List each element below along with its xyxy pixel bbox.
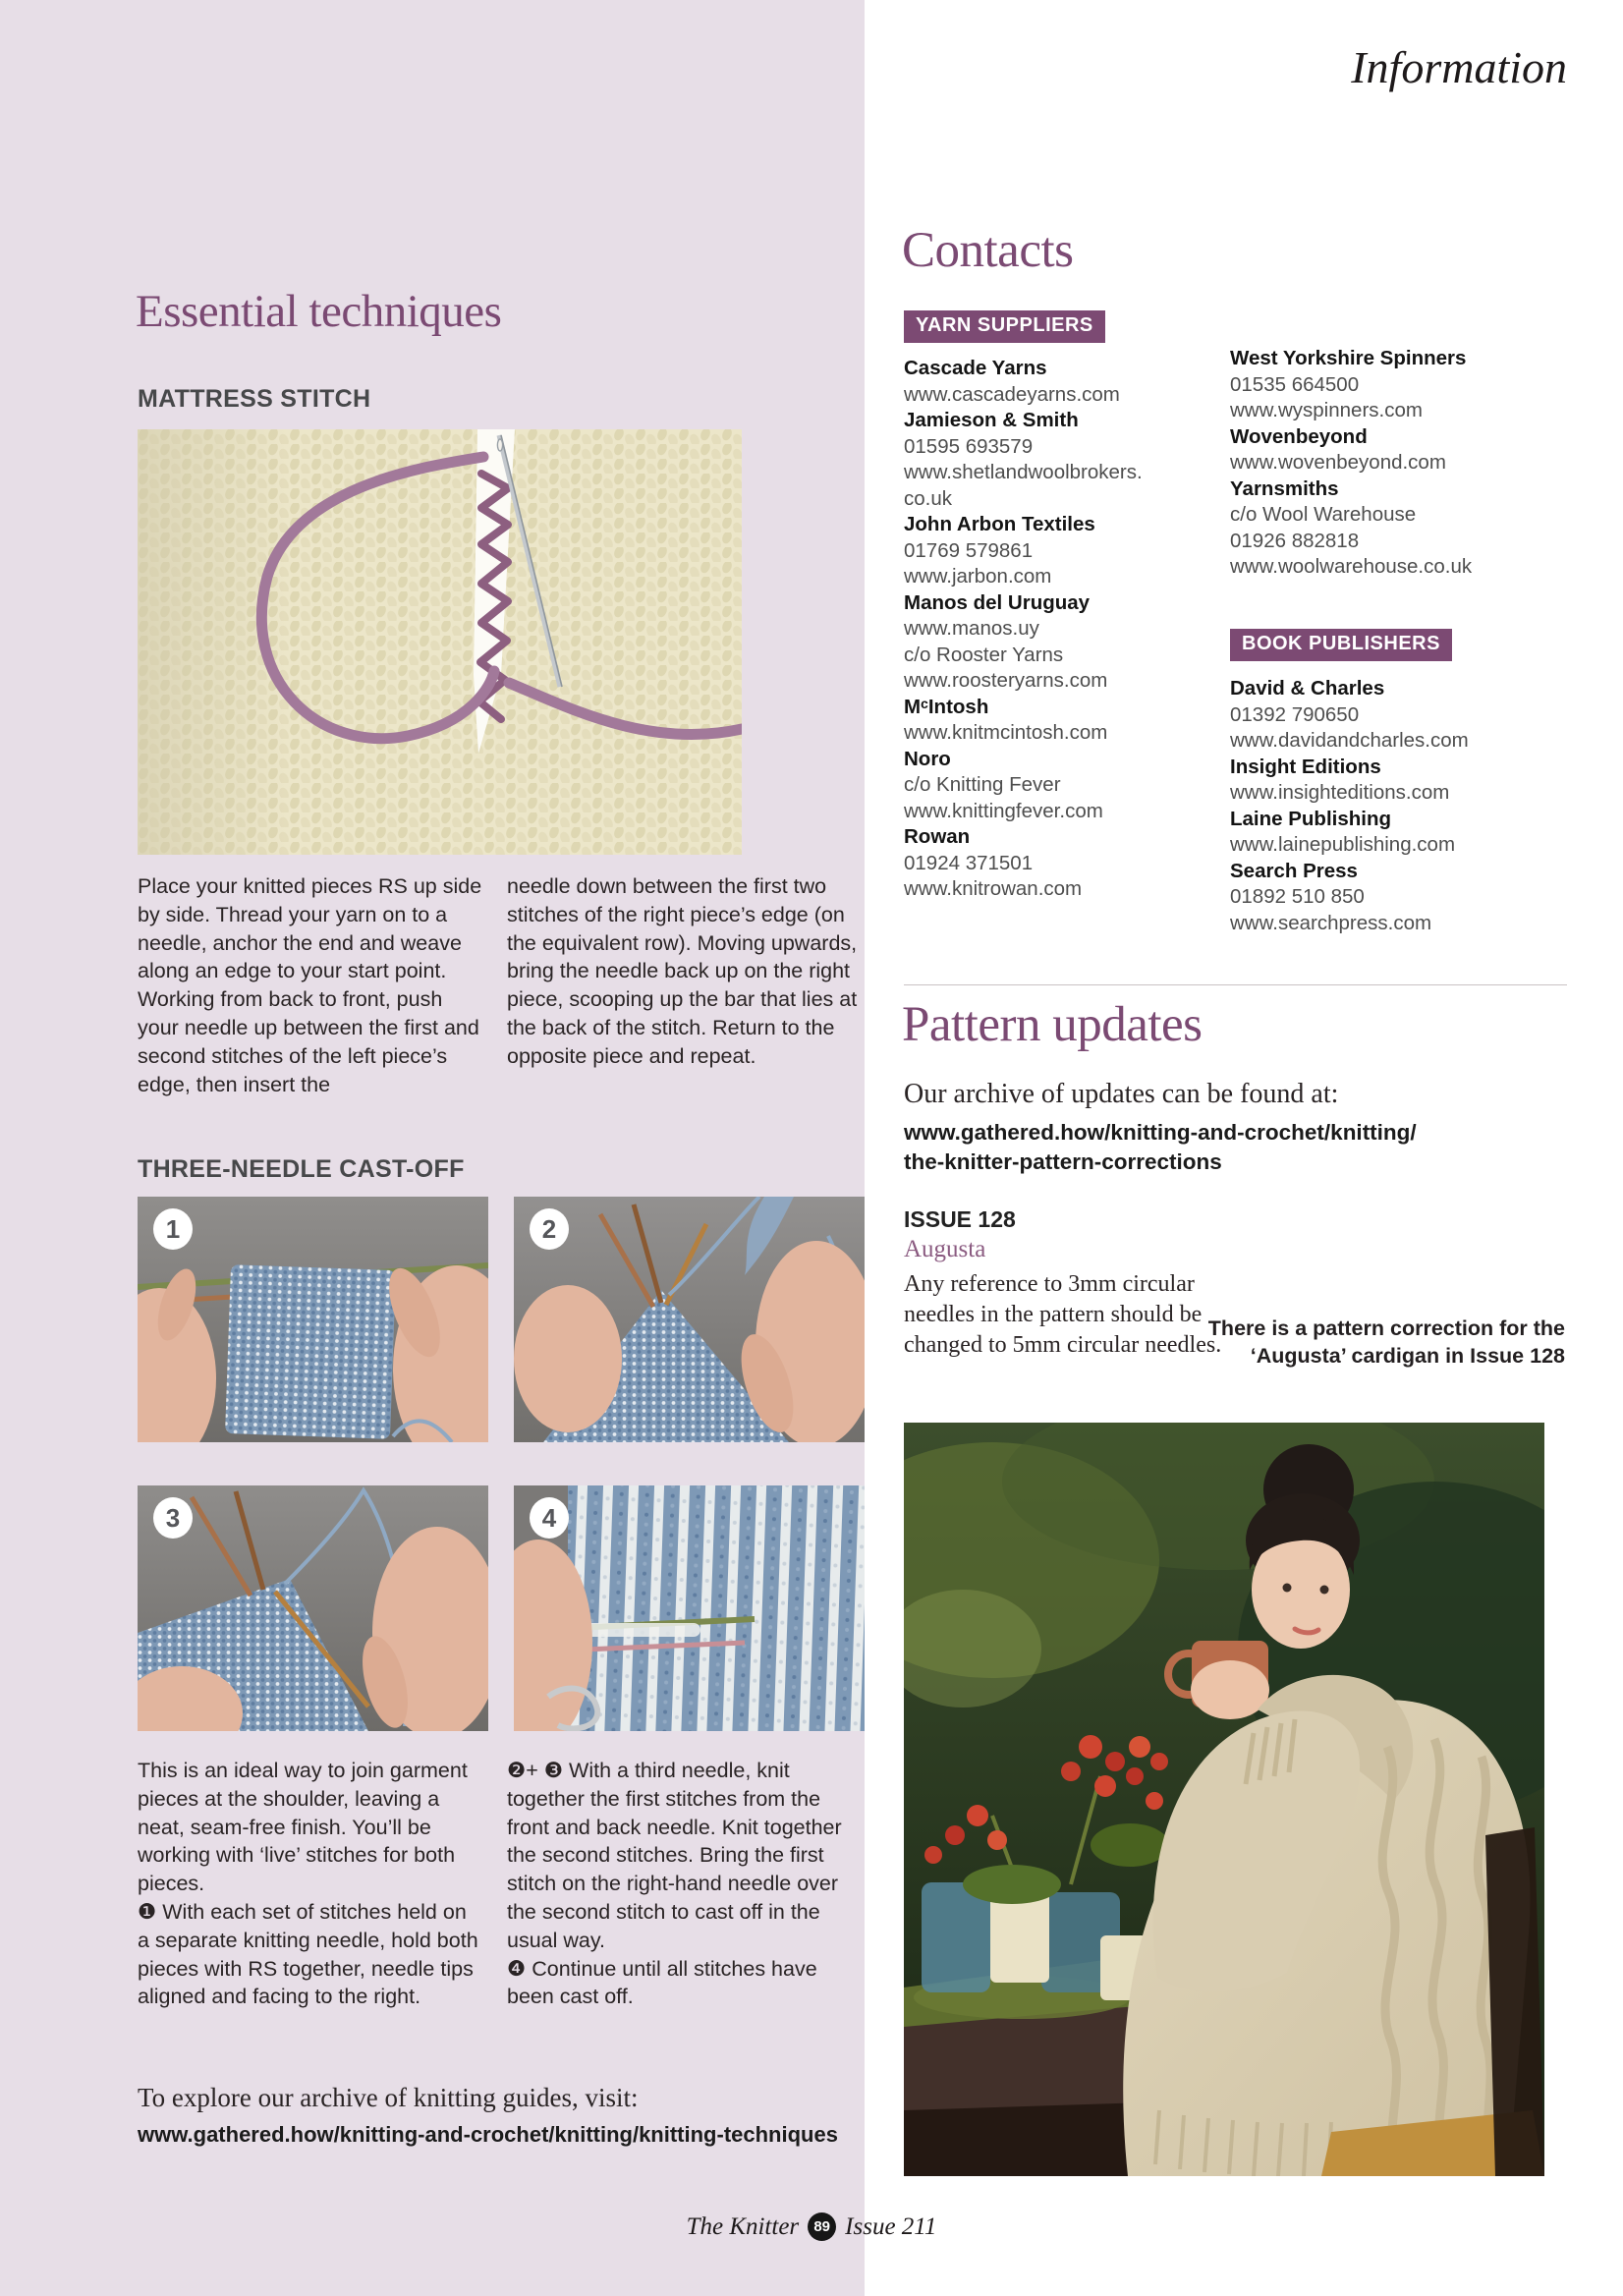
augusta-cardigan-photo — [904, 1423, 1544, 2176]
pattern-updates-url — [904, 1118, 1572, 1177]
section-divider — [904, 984, 1567, 985]
contact-name: Cascade Yarns — [904, 357, 1047, 379]
mattress-text-col2 — [507, 872, 863, 1071]
contact-detail: www.woolwarehouse.co.uk — [1230, 555, 1473, 578]
page-number-badge: 89 — [808, 2212, 836, 2241]
castoff-step-photo-4 — [514, 1485, 865, 1731]
book-publishers-list — [1230, 676, 1569, 936]
contact-detail: 01595 693579 — [904, 434, 1034, 458]
yarn-suppliers-list-col2 — [1230, 346, 1569, 581]
contact-name: Wovenbeyond — [1230, 424, 1368, 448]
contact-detail: www.jarbon.com — [904, 565, 1052, 588]
castoff-paragraph: ❷+ ❸ With a third needle, knit together the first stitches from the front and back needle. Knit together the second stitches. Bring the first stitch on the right-hand needle over the second stitch to cast off in the usual way. — [507, 1759, 842, 1952]
step-number-badge: 2 — [530, 1208, 569, 1250]
three-needle-cast-off-heading: THREE-NEEDLE CAST-OFF — [138, 1155, 465, 1183]
contact-detail: www.wyspinners.com — [1230, 399, 1423, 421]
book-publishers-badge: BOOK PUBLISHERS — [1230, 629, 1452, 661]
pattern-updates-url-line2: the-knitter-pattern-corrections — [904, 1149, 1222, 1174]
contact-name: Laine Publishing — [1230, 807, 1392, 830]
contact-name: Jamieson & Smith — [904, 409, 1079, 431]
contact-detail: co.uk — [904, 486, 952, 510]
contact-name: Yarnsmiths — [1230, 476, 1339, 500]
contact-name: MᶜIntosh — [904, 695, 989, 718]
mattress-stitch-heading: MATTRESS STITCH — [138, 385, 371, 413]
contact-name: Noro — [904, 747, 951, 770]
essential-techniques-title: Essential techniques — [136, 286, 502, 337]
pattern-name: Augusta — [904, 1236, 986, 1262]
contact-detail: www.lainepublishing.com — [1230, 833, 1456, 856]
issue-heading: ISSUE 128 — [904, 1206, 1016, 1232]
yarn-suppliers-list-col1 — [904, 356, 1220, 903]
contact-name: Search Press — [1230, 859, 1358, 882]
contacts-title: Contacts — [902, 223, 1074, 278]
step-number-badge: 3 — [153, 1497, 193, 1539]
contact-detail: www.insighteditions.com — [1230, 781, 1450, 804]
contact-detail: 01392 790650 — [1230, 702, 1360, 726]
castoff-text-col2 — [507, 1757, 863, 2011]
contact-name: Rowan — [904, 825, 971, 848]
contact-name: John Arbon Textiles — [904, 513, 1095, 535]
castoff-paragraph: ❶ With each set of stitches held on a separate knitting needle, hold both pieces with RS together, needle tips aligned and facing to the right. — [138, 1899, 478, 2009]
pattern-updates-url-line1: www.gathered.how/knitting-and-crochet/knitting/ — [904, 1120, 1417, 1145]
contact-name: David & Charles — [1230, 677, 1385, 700]
issue-number: Issue 211 — [845, 2212, 937, 2240]
pattern-photo-caption: There is a pattern correction for the ‘Augusta’ cardigan in Issue 128 — [1207, 1316, 1565, 1368]
contact-name: Manos del Uruguay — [904, 590, 1091, 614]
contact-detail: 01769 579861 — [904, 538, 1034, 562]
contact-detail: c/o Wool Warehouse — [1230, 503, 1417, 526]
page-footer — [0, 2212, 1623, 2241]
contact-detail: www.searchpress.com — [1230, 911, 1432, 934]
mattress-paragraph: Place your knitted pieces RS up side by side. Thread your yarn on to a needle, anchor the end and weave along an edge to your start point. Working from back to front, push your needle up between the first and second stitches of the left piece’s edge, then insert the — [138, 874, 482, 1096]
contact-name: West Yorkshire Spinners — [1230, 347, 1467, 369]
archive-note: To explore our archive of knitting guides, visit: — [138, 2083, 639, 2112]
contact-detail: www.shetlandwoolbrokers. — [904, 461, 1143, 483]
magazine-title: The Knitter — [686, 2212, 800, 2240]
correction-text: Any reference to 3mm circular needles in the pattern should be changed to 5mm circular needles. — [904, 1271, 1222, 1358]
step-number-badge: 1 — [153, 1208, 193, 1250]
contact-detail: www.knitrowan.com — [904, 877, 1083, 900]
step-number-badge: 4 — [530, 1497, 569, 1539]
mattress-text-col1 — [138, 872, 483, 1098]
contact-detail: www.roosteryarns.com — [904, 669, 1108, 692]
mattress-paragraph: needle down between the first two stitches of the right piece’s edge (on the equivalent row). Moving upwards, bring the needle back up on the right piece, scooping up the bar that lies at the back of the stitch. Return to the opposite piece and repeat. — [507, 874, 858, 1068]
mattress-stitch-photo — [138, 429, 742, 855]
pattern-updates-intro: Our archive of updates can be found at: — [904, 1079, 1339, 1109]
page-section-label: Information — [1351, 42, 1567, 92]
mattress-stitch-illustration — [138, 429, 742, 855]
contact-detail: www.cascadeyarns.com — [904, 382, 1120, 406]
castoff-paragraph: ❹ Continue until all stitches have been cast off. — [507, 1956, 817, 2009]
contact-detail: 01535 664500 — [1230, 372, 1360, 396]
contact-detail: 01924 371501 — [904, 851, 1034, 874]
contact-detail: www.knittingfever.com — [904, 799, 1103, 822]
contact-detail: www.davidandcharles.com — [1230, 729, 1469, 752]
castoff-paragraph: This is an ideal way to join garment pieces at the shoulder, leaving a neat, seam-free finish. You’ll be working with ‘live’ stitches for both pieces. — [138, 1759, 468, 1896]
contact-name: Insight Editions — [1230, 755, 1381, 778]
yarn-suppliers-badge: YARN SUPPLIERS — [904, 310, 1105, 343]
contact-detail: www.wovenbeyond.com — [1230, 451, 1446, 474]
contact-detail: 01926 882818 — [1230, 529, 1360, 552]
contact-detail: www.manos.uy — [904, 617, 1039, 640]
contact-detail: c/o Rooster Yarns — [904, 643, 1064, 666]
castoff-text-col1 — [138, 1757, 483, 2011]
contact-detail: 01892 510 850 — [1230, 885, 1365, 908]
castoff-step-photo-2 — [514, 1197, 865, 1442]
contact-detail: c/o Knitting Fever — [904, 773, 1061, 796]
castoff-step-photo-1 — [138, 1197, 488, 1442]
archive-url: www.gathered.how/knitting-and-crochet/knitting/knitting-techniques — [138, 2122, 838, 2147]
pattern-updates-title: Pattern updates — [902, 997, 1203, 1052]
contact-detail: www.knitmcintosh.com — [904, 721, 1108, 744]
castoff-step-photo-3 — [138, 1485, 488, 1731]
